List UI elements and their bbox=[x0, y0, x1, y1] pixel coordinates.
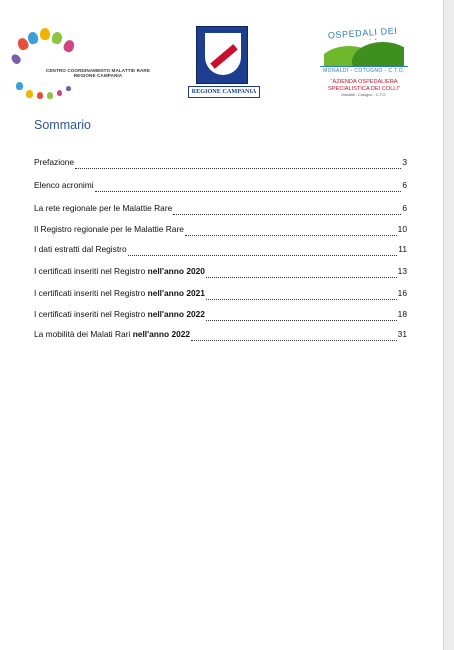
toc-entry-bold-text: nell'anno 2020 bbox=[147, 266, 205, 276]
ccmr-logo bbox=[10, 26, 160, 106]
toc-entry-page: 6 bbox=[402, 203, 407, 213]
toc-entry[interactable] bbox=[34, 180, 407, 194]
toc-entry-label bbox=[34, 288, 205, 298]
toc-entry-text: I dati estratti dal Registro bbox=[34, 244, 127, 254]
toc-entry-label bbox=[34, 244, 127, 254]
ccmr-logo-text bbox=[32, 68, 164, 79]
toc-entry-bold-text: nell'anno 2021 bbox=[147, 288, 205, 298]
hand-print-icon bbox=[51, 31, 63, 45]
toc-entry-page: 13 bbox=[397, 266, 407, 276]
odc-small-text: Monaldi - Cotugno - C.T.O. bbox=[341, 93, 387, 97]
toc-entry-bold-text: nell'anno 2022 bbox=[132, 329, 191, 339]
toc-entry-text: I certificati inseriti nel Registro bbox=[34, 288, 148, 298]
toc-entry[interactable] bbox=[34, 266, 407, 280]
shield-icon bbox=[196, 26, 248, 84]
hand-print-icon bbox=[27, 31, 39, 45]
toc-entry-page: 3 bbox=[402, 157, 407, 167]
hand-print-icon bbox=[57, 90, 62, 96]
toc-entry-page: 11 bbox=[398, 244, 407, 254]
hand-print-icon bbox=[62, 39, 76, 54]
toc-entry-text: Prefazione bbox=[34, 157, 75, 167]
toc-entry[interactable] bbox=[34, 288, 407, 302]
toc-entry-label bbox=[34, 157, 74, 167]
regione-campania-label: REGIONE CAMPANIA bbox=[188, 86, 260, 98]
ccmr-text-line2: REGIONE CAMPANIA bbox=[73, 73, 123, 79]
hand-print-icon bbox=[16, 82, 23, 90]
hand-print-icon bbox=[37, 92, 43, 99]
toc-leader-dots bbox=[95, 183, 402, 192]
shield-field bbox=[205, 33, 241, 75]
toc-entry[interactable] bbox=[34, 329, 407, 343]
toc-entry-bold-text: nell'anno 2022 bbox=[147, 309, 205, 319]
toc-entry-label bbox=[34, 266, 205, 276]
hand-print-icon bbox=[26, 90, 33, 98]
toc-entry[interactable] bbox=[34, 203, 407, 217]
ccmr-text-line1: CENTRO COORDINAMENTO MALATTIE RARE bbox=[45, 68, 151, 73]
toc-entry[interactable] bbox=[34, 157, 407, 171]
odc-sub-text: MONALDI - COTUGNO - C.T.O. bbox=[323, 68, 405, 74]
toc-entry-page: 18 bbox=[397, 309, 407, 319]
toc-entry[interactable] bbox=[34, 224, 407, 238]
shield-band bbox=[210, 44, 237, 69]
toc-entry-page: 6 bbox=[402, 180, 407, 190]
toc-entry-label bbox=[34, 203, 172, 213]
hand-print-icon bbox=[66, 86, 71, 91]
hill-dark bbox=[352, 42, 404, 66]
toc-entry-label bbox=[34, 329, 190, 339]
toc-entry-label bbox=[34, 224, 184, 234]
toc-entry[interactable] bbox=[34, 244, 407, 258]
odc-name bbox=[316, 79, 412, 92]
toc-entry-label bbox=[34, 309, 205, 319]
odc-name-line1: "AZIENDA OSPEDALIERA bbox=[330, 79, 398, 85]
toc-leader-dots bbox=[75, 160, 401, 169]
toc-entry-text: Elenco acronimi bbox=[34, 180, 94, 190]
toc-entry-label bbox=[34, 180, 94, 190]
odc-divider bbox=[320, 66, 408, 67]
toc-entry[interactable] bbox=[34, 309, 407, 323]
toc-leader-dots bbox=[191, 332, 397, 341]
toc-entry-page: 10 bbox=[397, 224, 407, 234]
toc-leader-dots bbox=[185, 227, 397, 236]
toc-entry-text: La rete regionale per le Malattie Rare bbox=[34, 203, 173, 213]
hand-print-icon bbox=[40, 28, 50, 40]
toc-leader-dots bbox=[128, 247, 398, 256]
toc-entry-text: La mobilità dei Malati Rari bbox=[34, 329, 133, 339]
toc-entry-page: 31 bbox=[397, 329, 407, 339]
odc-name-line2: SPECIALISTICA DEI COLLI" bbox=[328, 85, 400, 92]
ospedali-dei-colli-logo bbox=[314, 24, 414, 120]
toc-entry-text: Il Registro regionale per le Malattie Rare bbox=[34, 224, 184, 234]
toc-leader-dots bbox=[206, 269, 397, 278]
toc-entry-text: I certificati inseriti nel Registro bbox=[34, 266, 148, 276]
sommario-title: Sommario bbox=[34, 118, 91, 132]
toc-leader-dots bbox=[173, 206, 401, 215]
hills-icon bbox=[324, 40, 404, 66]
toc-leader-dots bbox=[206, 291, 397, 300]
hand-print-icon bbox=[47, 92, 53, 99]
toc-entry-text: I certificati inseriti nel Registro bbox=[34, 309, 148, 319]
hand-print-icon bbox=[10, 53, 23, 66]
regione-campania-logo bbox=[188, 26, 260, 102]
toc-entry-page: 16 bbox=[397, 288, 407, 298]
odc-arc-text: OSPEDALI DEI bbox=[327, 25, 398, 41]
toc-leader-dots bbox=[206, 312, 397, 321]
